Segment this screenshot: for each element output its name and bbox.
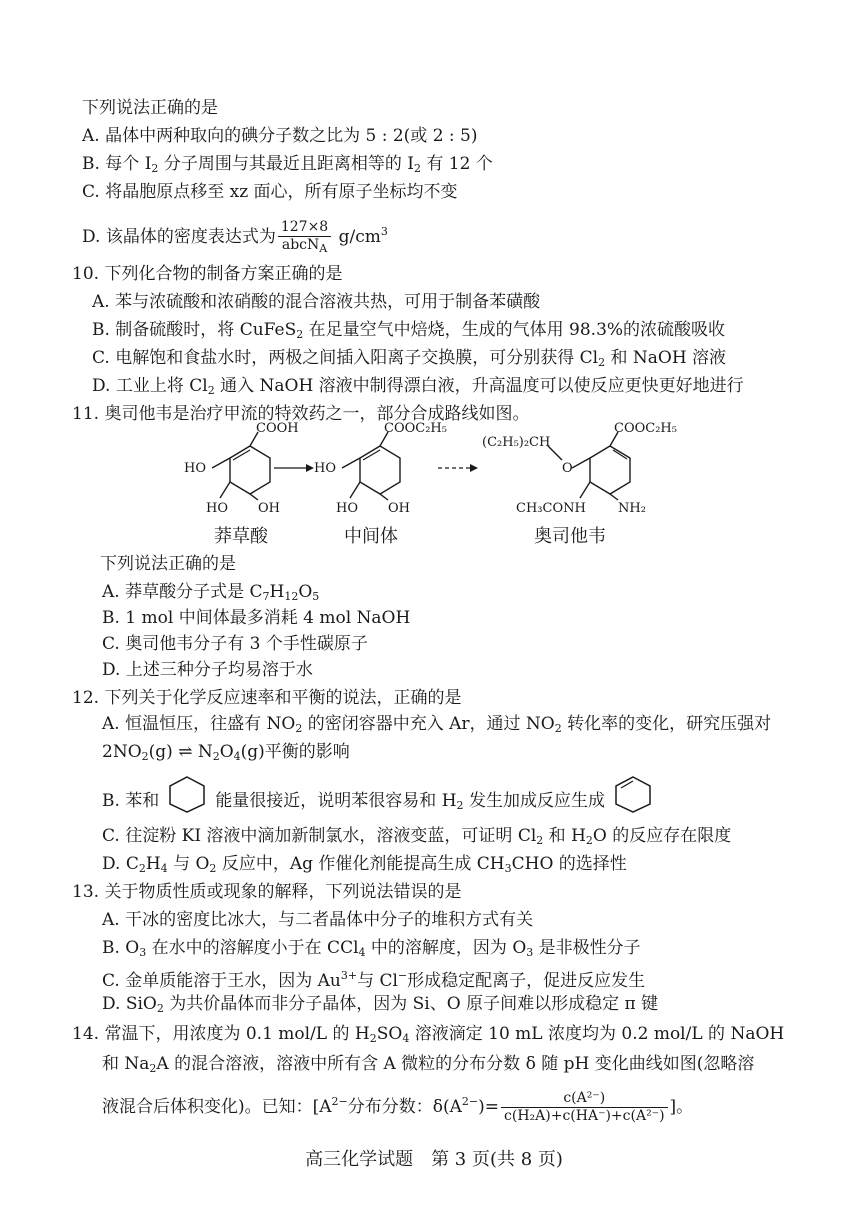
q13-option-a: A. 干冰的密度比冰大，与二者晶体中分子的堆积方式有关: [102, 910, 534, 930]
q12-option-a-line1: A. 恒温恒压，往盛有 $NO_2$ 的密闭容器中充入 Ar，通过 $NO_2$ 转化率的变化，研究压强对: [102, 714, 772, 735]
svg-text:OH: OH: [258, 501, 280, 516]
mol-label-shikimic-acid: 莽草酸: [214, 526, 268, 547]
page-footer: 高三化学试题 第 3 页(共 8 页): [305, 1149, 563, 1170]
q13-option-b: B. $O_3$ 在水中的溶解度小于在 CCl$_4$ 中的溶解度，因为 $O_3$ 是非极性分子: [102, 938, 641, 959]
q12-option-a-line2: $2NO_2(g)$ ⇌ $N_2O_4(g)$平衡的影响: [102, 742, 350, 763]
q14-line-1: 14. 常温下，用浓度为 0.1 mol/L 的 $H_2SO_4$ 溶液滴定 10 mL 浓度均为 0.2 mol/L 的 NaOH: [72, 1024, 785, 1045]
shikimic-acid-structure: [184, 422, 299, 516]
svg-text:COOC₂H₅: COOC₂H₅: [614, 422, 677, 436]
q13-stem: 13. 关于物质性质或现象的解释，下列说法错误的是: [72, 882, 462, 902]
q11-option-d: D. 上述三种分子均易溶于水: [102, 660, 313, 680]
svg-text:NH₂: NH₂: [618, 501, 646, 516]
svg-text:HO: HO: [184, 461, 206, 476]
q12-stem: 12. 下列关于化学反应速率和平衡的说法，正确的是: [72, 688, 462, 708]
svg-text:HO: HO: [336, 501, 358, 516]
q11-option-a: A. 莽草酸分子式是 $C_7H_{12}O_5$: [102, 582, 320, 603]
q12-option-c: C. 往淀粉 KI 溶液中滴加新制氯水，溶液变蓝，可证明 $Cl_2$ 和 $H_2O$ 的反应存在限度: [102, 826, 732, 847]
mol-label-intermediate: 中间体: [344, 526, 398, 547]
q11-sub-stem: 下列说法正确的是: [100, 554, 236, 574]
q9-stem: 下列说法正确的是: [82, 98, 218, 118]
q11-option-b: B. 1 mol 中间体最多消耗 4 mol NaOH: [102, 608, 411, 628]
q9-option-a: A. 晶体中两种取向的碘分子数之比为 5 : 2(或 2 : 5): [82, 126, 478, 146]
q10-option-a: A. 苯与浓硫酸和浓硝酸的混合溶液共热，可用于制备苯磺酸: [92, 292, 541, 312]
svg-text:O: O: [562, 461, 573, 476]
svg-text:CH₃CONH: CH₃CONH: [516, 501, 586, 516]
svg-text:COOC₂H₅: COOC₂H₅: [384, 422, 447, 436]
q9-option-b: B. 每个 $I_2$ 分子周围与其最近且距离相等的 $I_2$ 有 12 个: [82, 154, 493, 175]
svg-text:HO: HO: [314, 461, 336, 476]
svg-text:OH: OH: [388, 501, 410, 516]
cooh-group: COOH: [256, 422, 299, 436]
distribution-fraction: $\frac{\text{c(A²⁻)}}{\text{c(H₂A)+c(HA⁻)+c(A²⁻)}}$: [501, 1090, 668, 1125]
q9-option-c: C. 将晶胞原点移至 xz 面心，所有原子坐标均不变: [82, 182, 458, 202]
density-fraction: $\frac{127\times 8}{abcN_A}$: [278, 219, 331, 257]
q10-option-b: B. 制备硫酸时，将 CuFeS$_2$ 在足量空气中焙烧，生成的气体用 98.3%的浓硫酸吸收: [92, 320, 726, 341]
intermediate-structure: [314, 422, 447, 516]
q11-option-c: C. 奥司他韦分子有 3 个手性碳原子: [102, 634, 368, 654]
q10-stem: 10. 下列化合物的制备方案正确的是: [72, 264, 343, 284]
cyclohexene-ring-icon: [611, 774, 655, 829]
q13-option-c: C. 金单质能溶于王水，因为 $Au^{3+}$与 Cl−形成稳定配离子，促进反应发生: [102, 969, 646, 991]
q10-option-d: D. 工业上将 $Cl_2$ 通入 NaOH 溶液中制得漂白液，升高温度可以使反应更快更好地进行: [92, 376, 744, 397]
oseltamivir-structure: [482, 422, 677, 516]
q14-line-2: 和 $Na_2A$ 的混合溶液，溶液中所有含 A 微粒的分布分数 δ 随 pH 变化曲线如图(忽略溶: [102, 1054, 755, 1075]
q13-option-d: D. SiO$_2$ 为共价晶体而非分子晶体，因为 Si、O 原子间难以形成稳定 π 键: [102, 994, 659, 1015]
svg-text:(C₂H₅)₂CH: (C₂H₅)₂CH: [482, 435, 551, 450]
q11-stem: 11. 奥司他韦是治疗甲流的特效药之一，部分合成路线如图。: [72, 404, 530, 424]
q9-option-d: D. 该晶体的密度表达式为 $\frac{127\times 8}{abcN_A}$ $g/cm^3$: [82, 218, 388, 255]
synthesis-route-diagram: [170, 422, 730, 522]
q12-option-d: D. $C_2H_4$ 与 $O_2$ 反应中，Ag 作催化剂能提高生成 $CH_3CHO$ 的选择性: [102, 854, 627, 875]
q10-option-c: C. 电解饱和食盐水时，两极之间插入阳离子交换膜，可分别获得 $Cl_2$ 和 NaOH 溶液: [92, 348, 727, 369]
q14-line-3: 液混合后体积变化)。已知：[$A^{2-}$分布分数：$\delta(A^{2-})=$ $\frac{\text{c(A²⁻)}}{\text{c(H₂A)+c(HA⁻)+c(A²⁻)}}$ ]。: [102, 1090, 694, 1124]
mol-label-oseltamivir: 奥司他韦: [534, 526, 606, 547]
q12-option-b: B. 苯和 能量很接近，说明苯很容易和 $H_2$ 发生加成反应生成: [102, 774, 661, 829]
svg-text:HO: HO: [206, 501, 228, 516]
benzene-ring-icon: [165, 774, 209, 829]
